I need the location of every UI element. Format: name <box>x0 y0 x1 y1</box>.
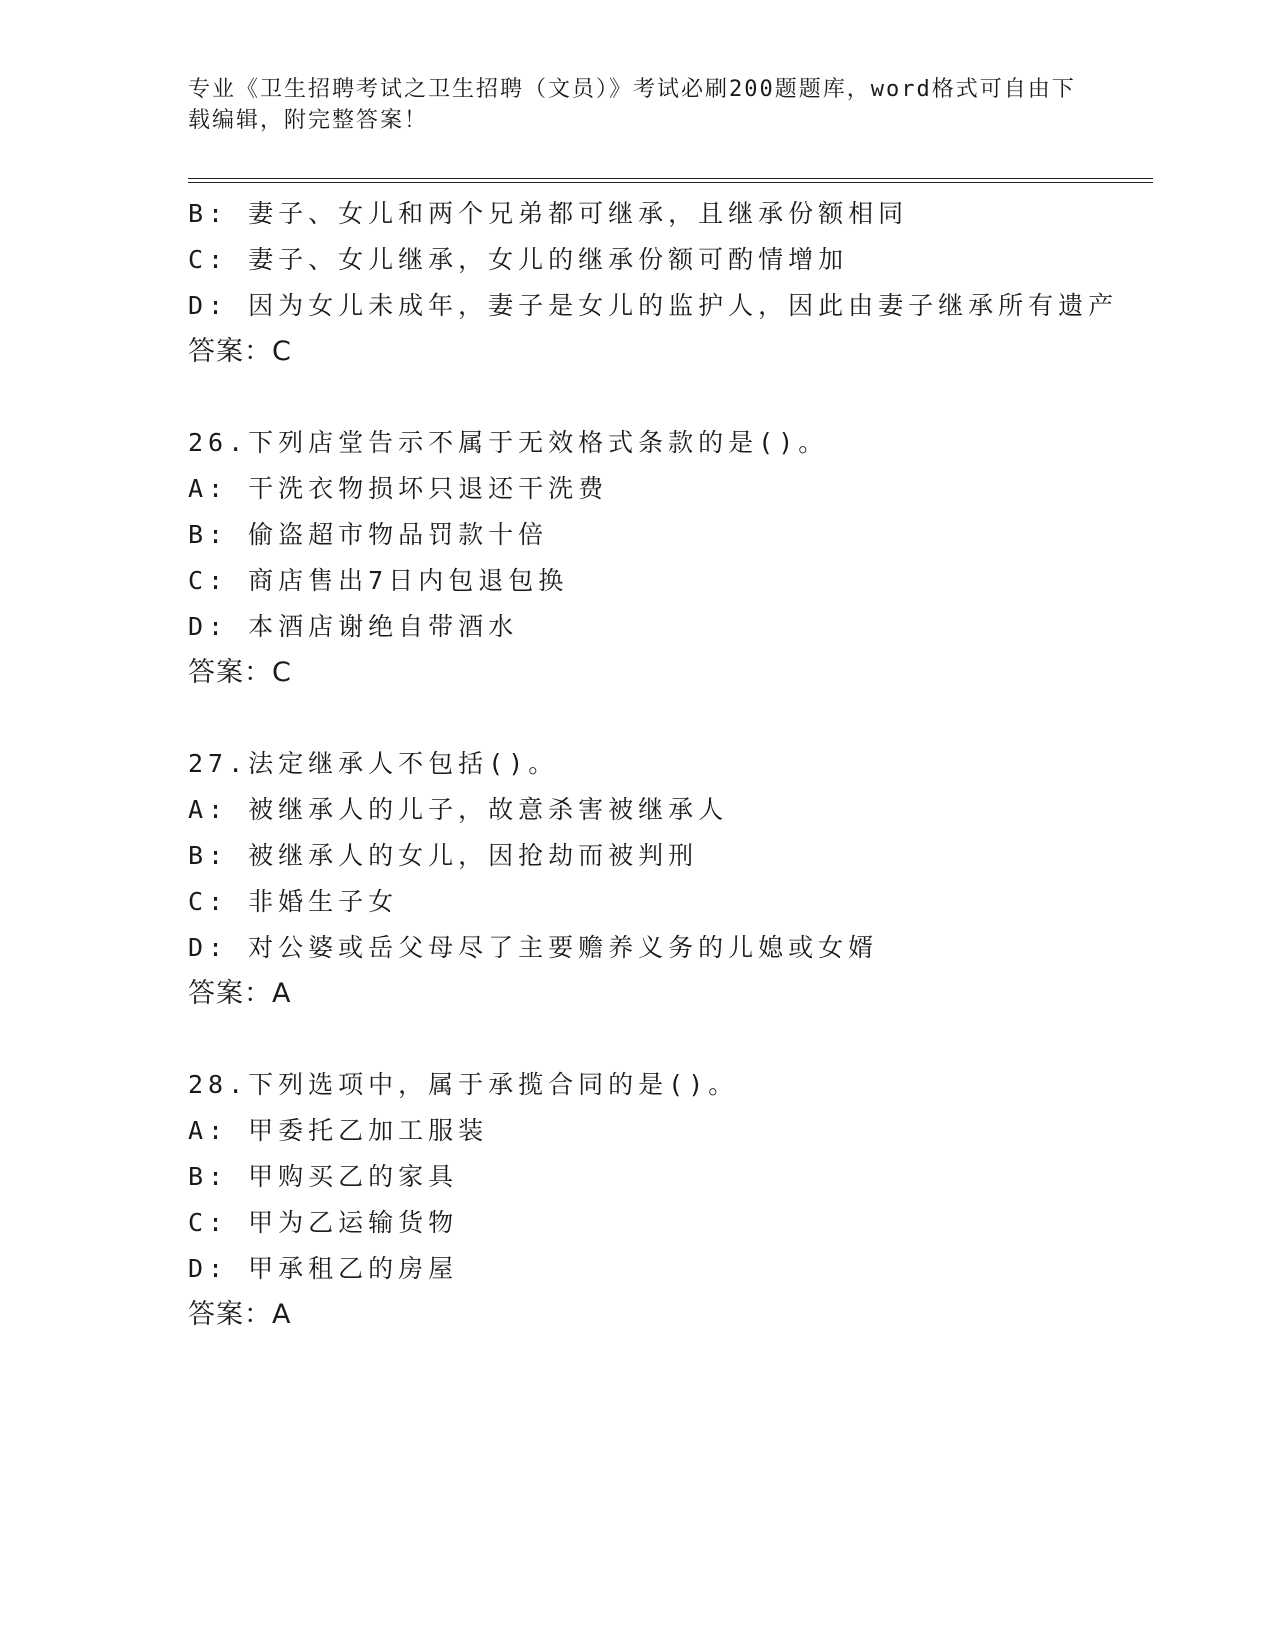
header-rule-top <box>188 178 1153 179</box>
option-a: A: 甲委托乙加工服装 <box>188 1116 489 1145</box>
header-rule-bottom <box>188 182 1153 183</box>
option-c: C: 妻子、女儿继承，女儿的继承份额可酌情增加 <box>188 245 849 274</box>
answer-line: 答案：A <box>188 1299 292 1330</box>
spacer <box>188 375 1148 420</box>
question-block-28 <box>188 1062 1148 1338</box>
question-stem: 27.法定继承人不包括()。 <box>188 749 559 778</box>
document-header: 专业《卫生招聘考试之卫生招聘（文员）》考试必刷200题题库，word格式可自由下载编辑，附完整答案！ <box>188 77 1076 133</box>
option-b: B: 妻子、女儿和两个兄弟都可继承，且继承份额相同 <box>188 199 909 228</box>
question-block-26 <box>188 420 1148 696</box>
answer-line: 答案：C <box>188 336 292 367</box>
option-c: C: 非婚生子女 <box>188 887 399 916</box>
option-c: C: 商店售出7日内包退包换 <box>188 566 569 595</box>
option-b: B: 被继承人的女儿，因抢劫而被判刑 <box>188 841 699 870</box>
option-d: D: 因为女儿未成年，妻子是女儿的监护人，因此由妻子继承所有遗产 <box>188 291 1119 320</box>
option-a: A: 被继承人的儿子，故意杀害被继承人 <box>188 795 729 824</box>
answer-line: 答案：A <box>188 978 292 1009</box>
option-d: D: 本酒店谢绝自带酒水 <box>188 612 519 641</box>
option-d: D: 甲承租乙的房屋 <box>188 1254 459 1283</box>
spacer <box>188 1017 1148 1062</box>
question-block-27 <box>188 741 1148 1017</box>
option-b: B: 甲购买乙的家具 <box>188 1162 459 1191</box>
option-b: B: 偷盗超市物品罚款十倍 <box>188 520 549 549</box>
question-stem: 26.下列店堂告示不属于无效格式条款的是()。 <box>188 428 829 457</box>
option-a: A: 干洗衣物损坏只退还干洗费 <box>188 474 609 503</box>
question-block-25-tail <box>188 191 1148 375</box>
question-list <box>188 191 1148 1338</box>
question-stem: 28.下列选项中，属于承揽合同的是()。 <box>188 1070 739 1099</box>
answer-line: 答案：C <box>188 657 292 688</box>
option-d: D: 对公婆或岳父母尽了主要赡养义务的儿媳或女婿 <box>188 933 879 962</box>
spacer <box>188 696 1148 741</box>
option-c: C: 甲为乙运输货物 <box>188 1208 459 1237</box>
